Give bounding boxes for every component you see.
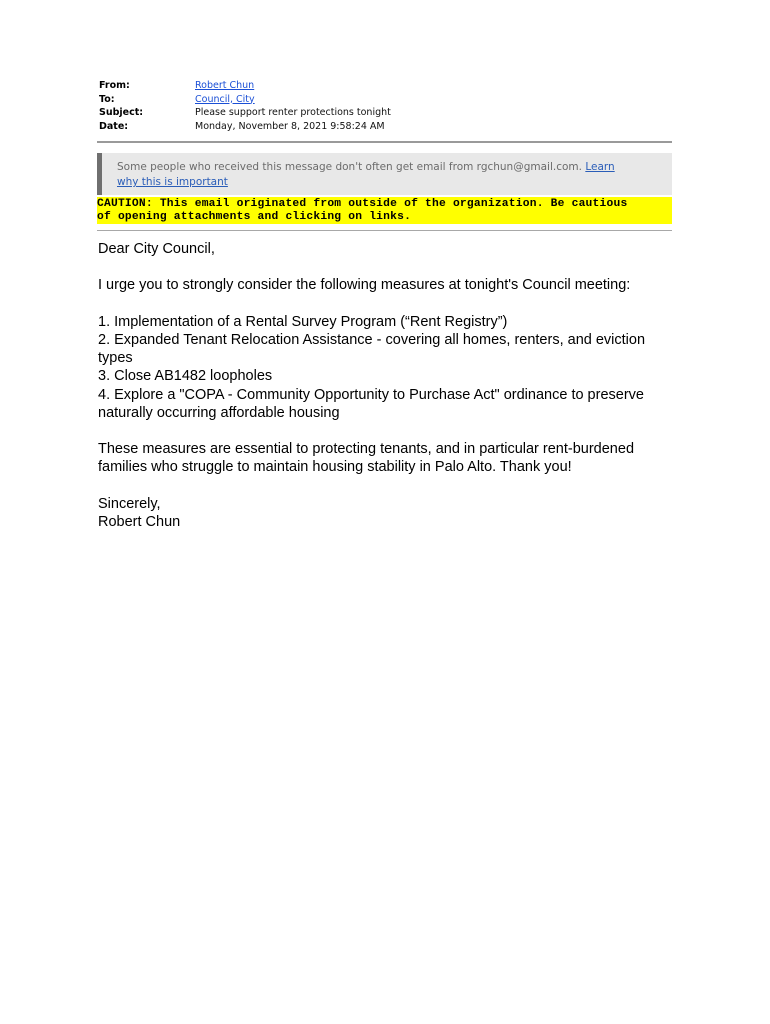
from-link[interactable]: Robert Chun	[195, 80, 255, 91]
subject-label: Subject:	[99, 107, 144, 119]
signature: Robert Chun	[98, 513, 181, 530]
external-sender-notice	[97, 153, 672, 195]
from-label: From:	[99, 80, 130, 91]
measure-item: 3. Close AB1482 loopholes	[98, 368, 273, 385]
to-row	[99, 93, 391, 107]
caution-banner	[97, 197, 672, 224]
closing-paragraph: These measures are essential to protecting tenants, and in particular rent-burdened families who struggle to maintain housing stability in Palo Alto. Thank you!	[98, 441, 635, 476]
email-header	[99, 79, 391, 133]
signoff: Sincerely,	[98, 495, 161, 512]
body-divider	[97, 230, 672, 231]
date-value: Monday, November 8, 2021 9:58:24 AM	[195, 120, 385, 132]
caution-line-2: of opening attachments and clicking on links.	[97, 210, 412, 223]
learn-more-link[interactable]: Learn	[585, 161, 615, 173]
date-label: Date:	[99, 120, 129, 132]
subject-row	[99, 106, 391, 120]
email-body	[98, 240, 678, 531]
from-row	[99, 79, 391, 93]
measure-item: 4. Explore a "COPA - Community Opportunity to Purchase Act" ordinance to preserve naturally occurring affordable housing	[98, 386, 644, 421]
learn-more-link-continued[interactable]: why this is important	[117, 176, 228, 188]
intro-paragraph: I urge you to strongly consider the following measures at tonight's Council meeting:	[98, 277, 631, 294]
to-label: To:	[99, 93, 115, 105]
caution-line-1: CAUTION: This email originated from outside of the organization. Be cautious	[97, 198, 628, 210]
to-link[interactable]: Council, City	[195, 93, 255, 105]
date-row	[99, 120, 391, 134]
subject-value: Please support renter protections tonight	[195, 107, 391, 119]
header-divider	[97, 141, 672, 143]
greeting: Dear City Council,	[98, 241, 215, 257]
notice-text: Some people who received this message don't often get email from rgchun@gmail.com.	[117, 161, 586, 173]
measure-item: 1. Implementation of a Rental Survey Program (“Rent Registry”)	[98, 313, 508, 330]
measure-item: 2. Expanded Tenant Relocation Assistance - covering all homes, renters, and eviction types	[98, 331, 646, 367]
